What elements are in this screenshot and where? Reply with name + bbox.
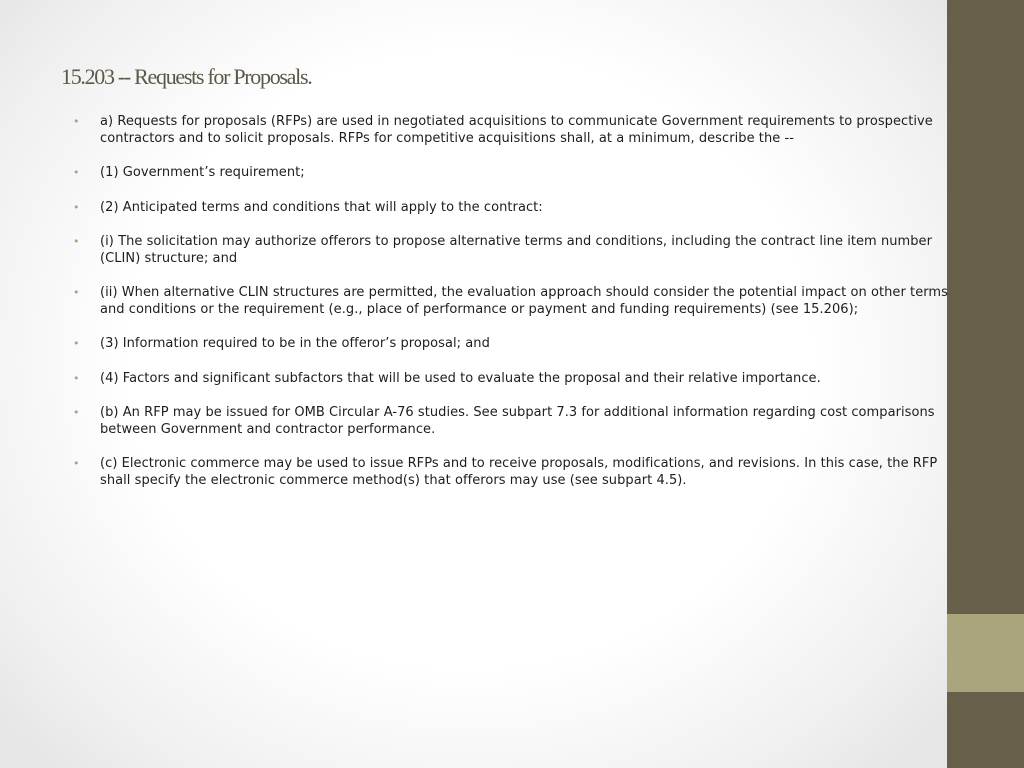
- sidebar-accent-block: [947, 614, 1024, 692]
- bullet-text: (c) Electronic commerce may be used to issue RFPs and to receive proposals, modifications, and revisions. In this case, the RFP shall specify the electronic commerce method(s) that offerors may use (see subpart 4.5).: [100, 456, 938, 488]
- bullet-text: a) Requests for proposals (RFPs) are used in negotiated acquisitions to communicate Government requirements to prospective contractors and to solicit proposals. RFPs for competitive acquisitions shall, at a minimum, describe the --: [100, 114, 933, 146]
- bullet-dot-icon: •: [73, 166, 80, 179]
- bullet-item: [73, 371, 953, 388]
- bullet-text: (3) Information required to be in the offeror’s proposal; and: [100, 336, 490, 351]
- bullet-item: [73, 336, 953, 353]
- bullet-dot-icon: •: [73, 337, 80, 350]
- bullet-item: [73, 114, 953, 147]
- bullet-text: (2) Anticipated terms and conditions that will apply to the contract:: [100, 199, 543, 215]
- bullet-dot-icon: •: [73, 406, 80, 419]
- bullet-text: (i) The solicitation may authorize offerors to propose alternative terms and conditions, including the contract line item number (CLIN) structure; and: [100, 234, 932, 266]
- bullet-list: [73, 114, 953, 507]
- bullet-item: [73, 405, 953, 438]
- slide-title: 15.203 -- Requests for Proposals.: [61, 64, 312, 89]
- bullet-text: (ii) When alternative CLIN structures are permitted, the evaluation approach should consider the potential impact on other terms and conditions or the requirement (e.g., place of performance or payment and funding requirements) (see 15.206);: [100, 285, 948, 317]
- bullet-dot-icon: •: [73, 286, 80, 299]
- bullet-dot-icon: •: [73, 371, 80, 385]
- bullet-dot-icon: •: [73, 200, 80, 214]
- bullet-text: (b) An RFP may be issued for OMB Circular A-76 studies. See subpart 7.3 for additional information regarding cost comparisons between Government and contractor performance.: [100, 405, 935, 437]
- bullet-text: (1) Government’s requirement;: [100, 165, 305, 180]
- bullet-item: [73, 285, 953, 318]
- bullet-item: [73, 234, 953, 267]
- bullet-dot-icon: •: [73, 235, 80, 248]
- bullet-text: (4) Factors and significant subfactors that will be used to evaluate the proposal and their relative importance.: [100, 370, 821, 386]
- bullet-item: [73, 200, 953, 217]
- bullet-dot-icon: •: [73, 457, 80, 470]
- bullet-item: [73, 456, 953, 489]
- bullet-dot-icon: •: [73, 115, 80, 128]
- bullet-item: [73, 165, 953, 182]
